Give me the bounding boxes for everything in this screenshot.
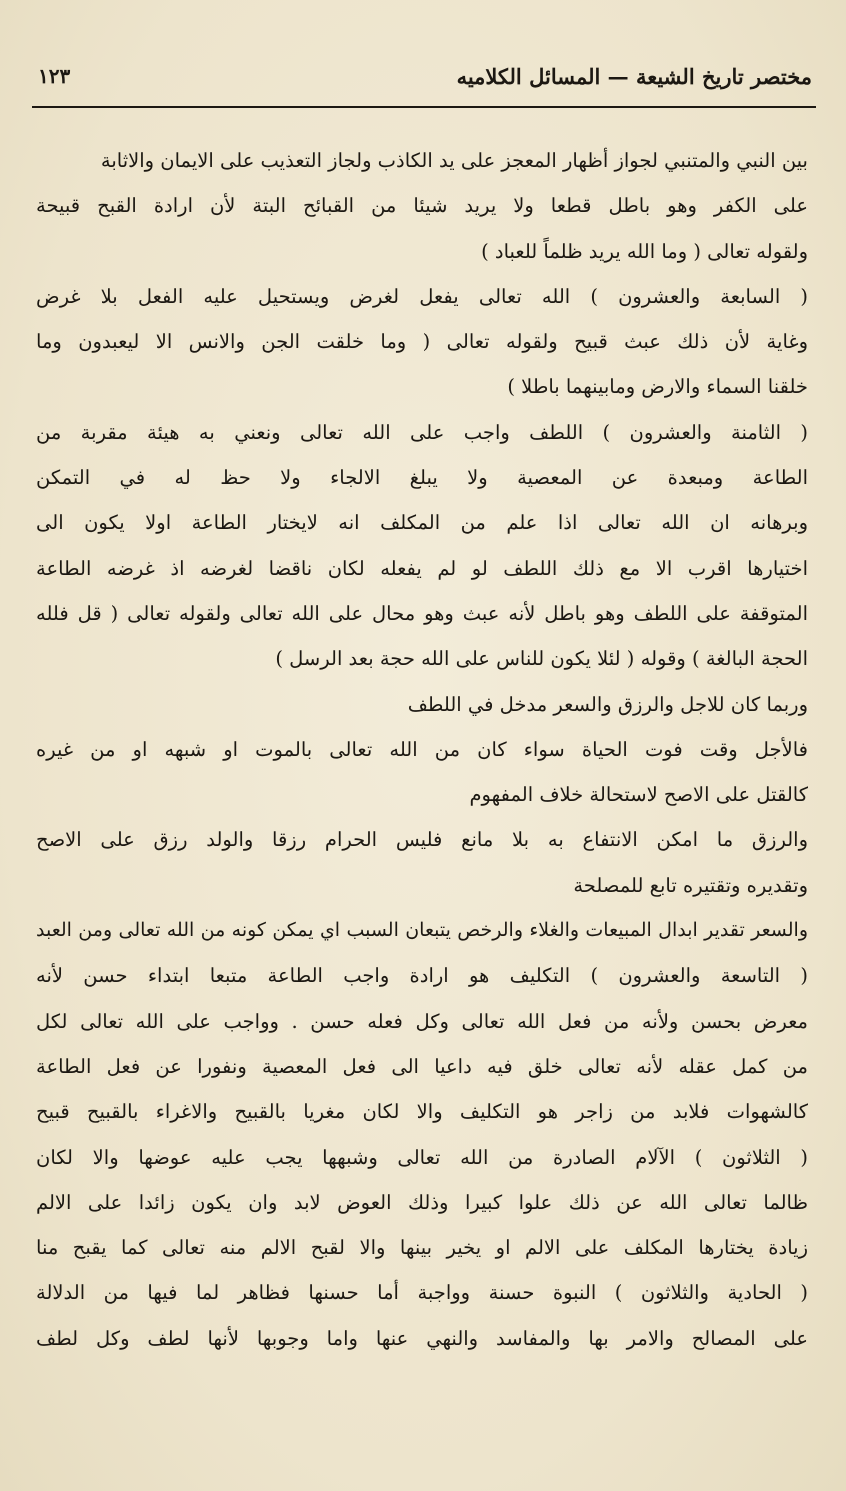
text-line: كالقتل على الاصح لاستحالة خلاف المفهوم — [469, 783, 808, 807]
text-line: معرض بحسن ولأنه من فعل الله تعالى وكل فعله حسن . وواجب على الله تعالى لكل — [36, 1009, 808, 1033]
text-line: ( الثامنة والعشرون ) اللطف واجب على الله تعالى ونعني به هيئة مقربة من — [36, 420, 808, 444]
text-line: اختيارها اقرب الا مع ذلك اللطف لو لم يفعله لكان ناقضا لغرضه اذ غرضه الطاعة — [36, 556, 808, 580]
text-line: وتقديره وتقتيره تابع للمصلحة — [573, 873, 808, 897]
text-line: ولقوله تعالى ( وما الله يريد ظلماً للعباد ) — [481, 239, 808, 263]
text-line: ( الحادية والثلاثون ) النبوة حسنة وواجبة أما حسنها فظاهر لما فيها من الدلالة — [36, 1281, 808, 1305]
text-line: المتوقفة على اللطف وهو باطل لأنه عبث وهو محال على الله تعالى ولقوله تعالى ( قل فلله — [36, 601, 808, 625]
page-number: ١٢٣ — [38, 64, 71, 88]
text-line: فالأجل وقت فوت الحياة سواء كان من الله تعالى بالموت او شبهه او من غيره — [36, 737, 808, 761]
text-line: وغاية لأن ذلك عبث قبيح ولقوله تعالى ( وما خلقت الجن والانس الا ليعبدون وما — [36, 330, 808, 354]
text-line: الحجة البالغة ) وقوله ( لئلا يكون للناس على الله حجة بعد الرسل ) — [275, 647, 808, 671]
header-rule — [32, 106, 816, 108]
text-line: ( الثلاثون ) الآلام الصادرة من الله تعالى وشبهها يجب عليه عوضها والا لكان — [36, 1145, 808, 1169]
page-header — [38, 56, 812, 96]
text-line: وبرهانه ان الله تعالى اذا علم من المكلف انه لايختار الطاعة اولا يكون الى — [36, 511, 808, 535]
text-line: زيادة يختارها المكلف على الالم او يخير بينها والا لقبح الالم منه تعالى كما يقبح منا — [36, 1236, 808, 1260]
page-body — [36, 138, 808, 1361]
text-line: بين النبي والمتنبي لجواز أظهار المعجز على يد الكاذب ولجاز التعذيب على الايمان والاثابة — [100, 149, 808, 172]
text-line: على المصالح والامر بها والمفاسد والنهي عنها واما وجوبها لأنها لطف وكل لطف — [36, 1326, 808, 1350]
text-line: الطاعة ومبعدة عن المعصية ولا يبلغ الالجاء ولا حظ له في التمكن — [36, 466, 808, 490]
text-line: والرزق ما امكن الانتفاع به بلا مانع فليس الحرام رزقا والولد رزق على الاصح — [36, 828, 808, 852]
running-title: مختصر تاريخ الشيعة — المسائل الكلاميه — [456, 63, 812, 89]
text-line: من كمل عقله لأنه تعالى خلق فيه داعيا الى فعل المعصية ونفورا عن فعل الطاعة — [36, 1054, 808, 1078]
text-line: ( التاسعة والعشرون ) التكليف هو ارادة واجب الطاعة متبعا ابتداء حسن لأنه — [36, 964, 808, 988]
text-line: خلقنا السماء والارض ومابينهما باطلا ) — [507, 375, 808, 399]
text-line: ظالما تعالى الله عن ذلك علوا كبيرا وذلك العوض لابد وان يكون زائدا على الالم — [36, 1190, 808, 1214]
text-line: ( السابعة والعشرون ) الله تعالى يفعل لغرض ويستحيل عليه الفعل بلا غرض — [36, 284, 808, 308]
text-line: كالشهوات فلابد من زاجر هو التكليف والا لكان مغريا بالقبيح والاغراء بالقبيح قبيح — [36, 1100, 808, 1124]
text-line: والسعر تقدير ابدال المبيعات والغلاء والرخص يتبعان السبب اي يمكن كونه من الله تعالى ومن العبد — [36, 919, 808, 942]
text-line: على الكفر وهو باطل قطعا ولا يريد شيئا من القبائح البتة لأن ارادة القبح قبيحة — [36, 194, 808, 218]
text-line: وربما كان للاجل والرزق والسعر مدخل في اللطف — [407, 692, 808, 716]
